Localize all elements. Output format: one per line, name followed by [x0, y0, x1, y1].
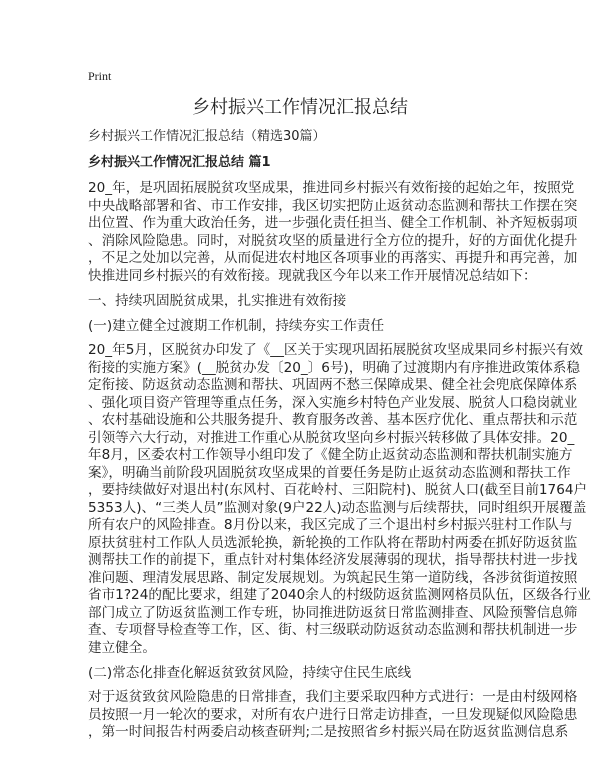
text-line: ，要持续做好对退出村(东风村、百花岭村、三阳院村)、脱贫人口(截至目前1764户 — [88, 482, 588, 498]
text-line: 快推进同乡村振兴的有效衔接。现就我区今年以来工作开展情况总结如下： — [88, 267, 537, 284]
text-line: ，不足之处加以完善，从而促进农村地区各项事业的再落实、再提升和再完善，加 — [88, 250, 578, 266]
subsection-heading-2: (二)常态化排查化解返贫致贫风险，持续守住民生底线 — [88, 665, 412, 681]
text-line: 、农村基础设施和公共服务提升、教育服务改善、基本医疗优化、重点帮扶和示范 — [88, 412, 578, 428]
text-line: 建立健全。 — [88, 639, 156, 656]
text-line: 部门成立了防返贫监测工作专班，协同推进防返贫日常监测排查、风险预警信息筛 — [88, 604, 578, 621]
subsection-heading-1: (一)建立健全过渡期工作机制，持续夯实工作责任 — [88, 318, 385, 334]
document-subtitle: 乡村振兴工作情况汇报总结（精选30篇） — [88, 129, 326, 144]
text-line: 20_年，是巩固拓展脱贫攻坚成果，推进同乡村振兴有效衔接的起始之年，按照党 — [88, 180, 575, 196]
text-line: 20_年5月，区脱贫办印发了《__区关于实现巩固拓展脱贫攻坚成果同乡村振兴有效 — [88, 342, 583, 358]
text-line: 衔接的实施方案》(__脱贫办发〔20_〕6号)，明确了过渡期内有序推进政策体系稳 — [88, 359, 580, 376]
text-line: 省市1?24的配比要求，组建了2040余人的村级防返贫监测网格员队伍，区级各行业 — [88, 587, 591, 603]
text-line: 员按照一月一轮次的要求，对所有农户进行日常走访排查，一旦发现疑似风险隐患 — [88, 706, 578, 723]
paragraph-mechanism — [88, 342, 591, 657]
text-line: 案》，明确当前阶段巩固脱贫攻坚成果的首要任务是防止返贫动态监测和帮扶工作 — [88, 464, 571, 481]
text-line: 查、专项督导检查等工作，区、街、村三级联动防返贫动态监测和帮扶机制进一步 — [88, 622, 578, 638]
text-line: 准问题、理清发展思路、制定发展规划。为筑起民生第一道防线，各涉贫街道按照 — [88, 569, 578, 586]
document-title: 乡村振兴工作情况汇报总结 — [192, 97, 408, 118]
text-line: 、消除风险隐患。同时，对脱贫攻坚的质量进行全方位的提升，好的方面优化提升 — [88, 232, 578, 249]
article-heading: 乡村振兴工作情况汇报总结 篇1 — [88, 155, 271, 170]
paragraph-risk-screening — [88, 689, 578, 742]
text-line: 5353人)、“三类人员”监测对象(9户22人)动态监测与后续帮扶，同时组织开展覆盖 — [88, 499, 587, 516]
text-line: 对于返贫致贫风险隐患的日常排查，我们主要采取四种方式进行：一是由村级网格 — [88, 689, 578, 705]
paragraph-intro — [88, 180, 578, 285]
text-line: 定衔接、防返贫动态监测和帮扶、巩固两不愁三保障成果、健全社会兜底保障体系 — [88, 377, 578, 393]
text-line: 所有农户的风险排查。8月份以来，我区完成了三个退出村乡村振兴驻村工作队与 — [88, 517, 573, 533]
document-body — [88, 68, 591, 749]
text-line: 、强化项目资产管理等重点任务，深入实施乡村特色产业发展、脱贫人口稳岗就业 — [88, 394, 578, 411]
text-line: 原扶贫驻村工作队人员选派轮换，新轮换的工作队将在帮助村两委在抓好防返贫监 — [88, 534, 578, 551]
section-heading-1: 一、持续巩固脱贫成果，扎实推进有效衔接 — [88, 293, 347, 309]
text-line: 出位置、作为重大政治任务，进一步强化责任担当、健全工作机制、补齐短板弱项 — [88, 215, 578, 231]
text-line: 年8月，区委农村工作领导小组印发了《健全防止返贫动态监测和帮扶机制实施方 — [88, 447, 573, 463]
text-line: ，第一时间报告村两委启动核查研判;二是按照省乡村振兴局在防返贫监测信息系 — [88, 724, 569, 740]
text-line: 中央战略部署和省、市工作安排，我区切实把防止返贫动态监测和帮扶工作摆在突 — [88, 197, 578, 214]
text-line: 测帮扶工作的前提下，重点针对村集体经济发展薄弱的现状，指导帮扶村进一步找 — [88, 552, 578, 568]
text-line: 引领等六大行动，对推进工作重心从脱贫攻坚向乡村振兴转移做了具体安排。20_ — [88, 429, 575, 446]
print-link[interactable]: Print — [88, 69, 112, 83]
